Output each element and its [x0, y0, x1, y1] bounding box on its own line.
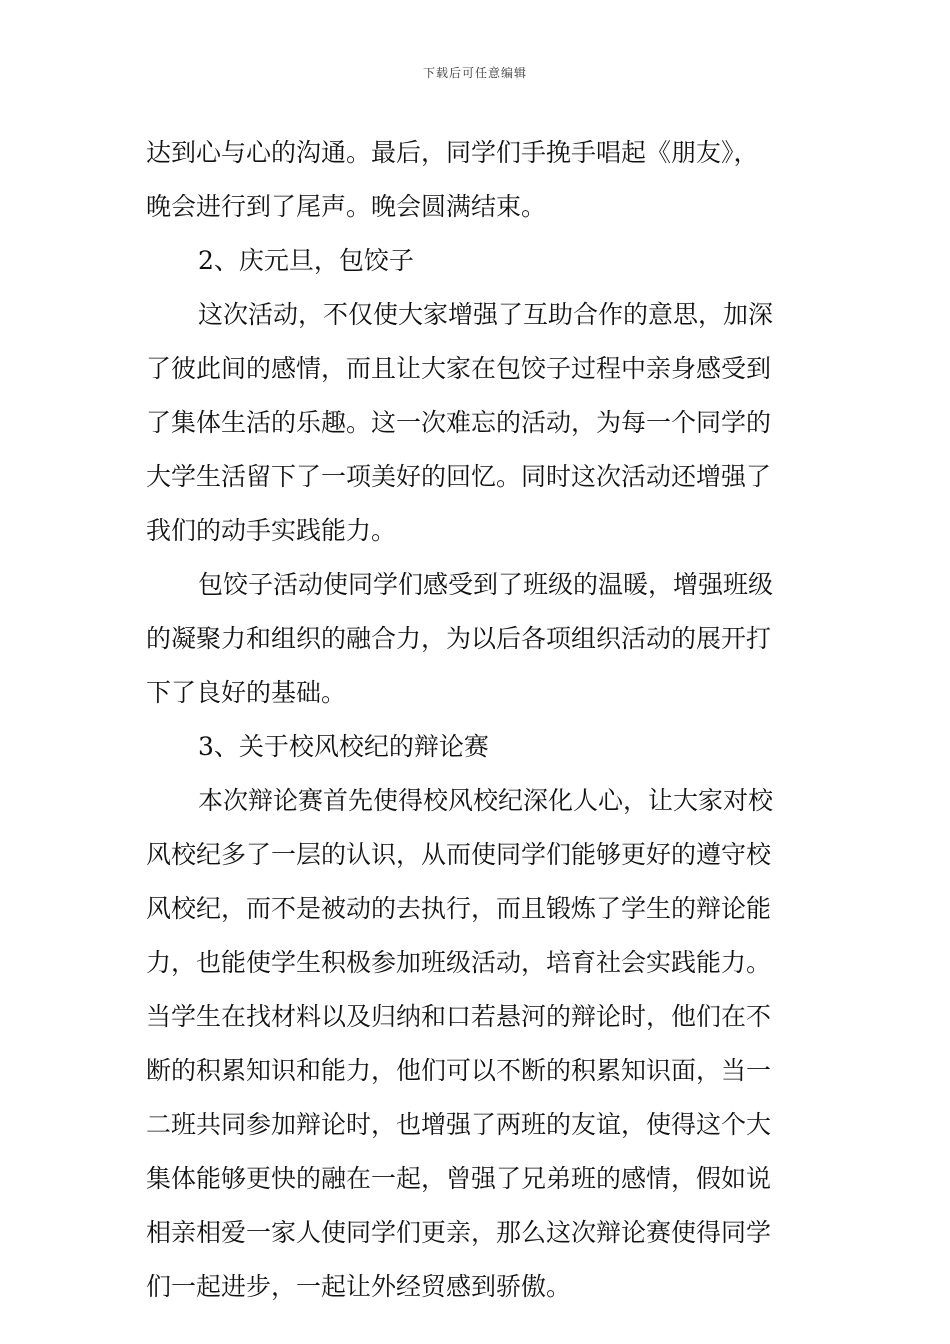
text-line: 们一起进步，一起让外经贸感到骄傲。 [146, 1272, 572, 1301]
text-line: 风校纪，而不是被动的去执行，而且锻炼了学生的辩论能 [146, 894, 772, 923]
text-line: 包饺子活动使同学们感受到了班级的温暖，增强班级 [198, 570, 774, 599]
text-line: 我们的动手实践能力。 [146, 516, 397, 545]
text-line: 这次活动，不仅使大家增强了互助合作的意思，加深 [198, 300, 774, 329]
text-line: 力，也能使学生积极参加班级活动，培育社会实践能力。 [146, 948, 772, 977]
text-line: 集体能够更快的融在一起，曾强了兄弟班的感情，假如说 [146, 1164, 772, 1193]
text-line: 本次辩论赛首先使得校风校纪深化人心，让大家对校 [198, 786, 774, 815]
text-line: 大学生活留下了一项美好的回忆。同时这次活动还增强了 [146, 462, 772, 491]
section-heading: 2、庆元旦，包饺子 [198, 246, 414, 275]
text-line: 风校纪多了一层的认识，从而使同学们能够更好的遵守校 [146, 840, 772, 869]
header-note: 下载后可任意编辑 [422, 66, 527, 80]
text-line: 二班共同参加辩论时，也增强了两班的友谊，使得这个大 [146, 1110, 772, 1139]
document-body [146, 126, 808, 1314]
text-line: 当学生在找材料以及归纳和口若悬河的辩论时，他们在不 [146, 1002, 772, 1031]
text-line: 断的积累知识和能力，他们可以不断的积累知识面，当一 [146, 1056, 772, 1085]
text-line: 了集体生活的乐趣。这一次难忘的活动，为每一个同学的 [146, 408, 772, 437]
section-heading: 3、关于校风校纪的辩论赛 [198, 732, 489, 761]
text-line: 的凝聚力和组织的融合力，为以后各项组织活动的展开打 [146, 624, 772, 653]
text-line: 相亲相爱一家人使同学们更亲，那么这次辩论赛使得同学 [146, 1218, 772, 1247]
text-line: 晚会进行到了尾声。晚会圆满结束。 [146, 192, 547, 221]
text-line: 达到心与心的沟通。最后，同学们手挽手唱起《朋友》， [146, 138, 759, 167]
text-line: 了彼此间的感情，而且让大家在包饺子过程中亲身感受到 [146, 354, 772, 383]
text-line: 下了良好的基础。 [146, 678, 347, 707]
